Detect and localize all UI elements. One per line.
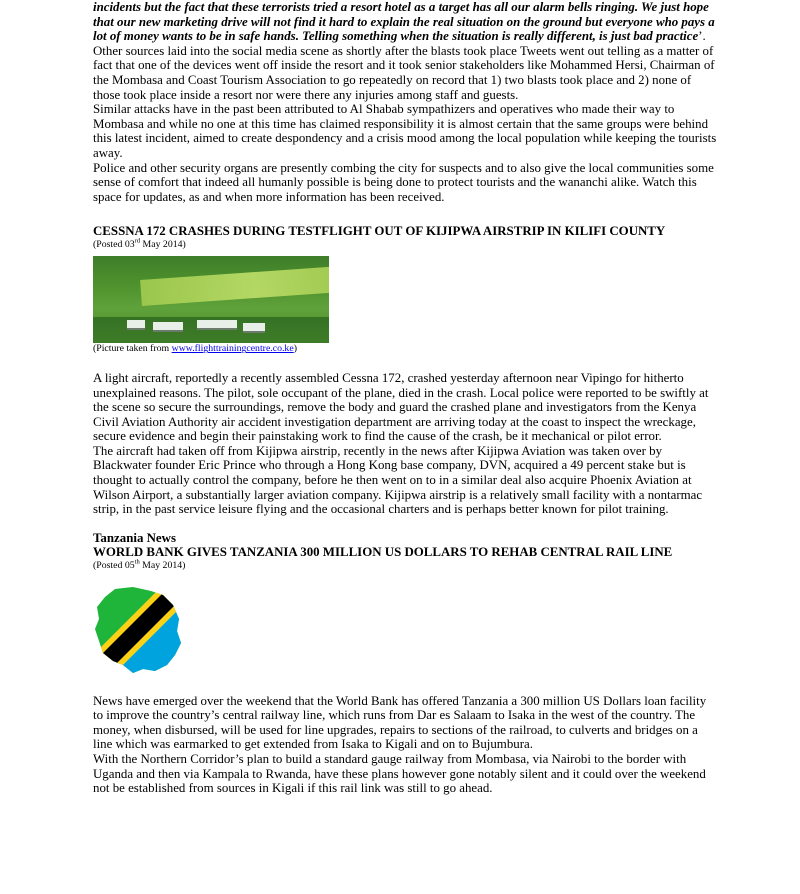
- document-page: [93, 0, 718, 796]
- quote-tail: ’.: [698, 29, 706, 44]
- cessna-posted-date: (Posted 03rd May 2014): [93, 237, 186, 250]
- photo-caption: (Picture taken from www.flighttrainingcentre.co.ke): [93, 343, 297, 355]
- cessna-paragraph-2: The aircraft had taken off from Kijipwa airstrip, recently in the news after Kijipwa Aviation was taken over by Blackwater founder Eric Prince who through a Hong Kong base company, DVN, acquired a 49 percent stake but is thought to actually control the company, before he then went on to in a similar deal also acquire Phoenix Aviation at Wilson Airport, a substantially larger aviation company. Kijipwa airstrip is a relatively small facility with a nontarmac strip, in the past service leisure flying and the occasional charters and is perhaps better known for pilot training.: [93, 443, 703, 517]
- airstrip-photo: [93, 256, 329, 343]
- tanzania-paragraph-1: News have emerged over the weekend that the World Bank has offered Tanzania a 300 million US Dollars loan facility to improve the country’s central railway line, which runs from Dar es Salaam to Isaka in the west of the country. The money, when disbursed, will be used for line upgrades, repairs to sections of the railroad, to culverts and bridges on a line which was earmarked to get extended from Isaka to Kigali and on to Bujumbura.: [93, 693, 707, 752]
- intro-paragraph-3: Police and other security organs are presently combing the city for suspects and to also give the local communities some sense of comfort that indeed all humanly possible is being done to protect tourists and the wananchi alike. Watch this space for updates, as and when more information has been received.: [93, 160, 714, 204]
- tanzania-flag-map-icon: [93, 585, 183, 675]
- cessna-paragraph-1: A light aircraft, reportedly a recently assembled Cessna 172, crashed yesterday afternoon near Vipingo for hitherto unexplained reasons. The pilot, sole occupant of the plane, died in the crash. Local police were reported to be swiftly at the scene so secure the surroundings, remove the body and guard the crashed plane and investigators from the Kenya Civil Aviation Authority air accident investigation department are arriving today at the coast to inspect the wreckage, secure evidence and begin their painstaking work to find the cause of the crash, be it mechanical or pilot error.: [93, 370, 709, 444]
- intro-paragraph-2: Similar attacks have in the past been attributed to Al Shabab sympathizers and operatives who made their way to Mombasa and while no one at this time has claimed responsibility it is almost certain that the same groups were behind this latest incident, aimed to create despondency and a crisis mood among the local population while keeping the tourists away.: [93, 102, 717, 160]
- tanzania-paragraph-2: With the Northern Corridor’s plan to build a standard gauge railway from Mombasa, via Nairobi to the border with Uganda and then via Kampala to Rwanda, have these plans however gone notably silent and it could over the weekend not be established from sources in Kigali if this rail link was still to go ahead.: [93, 751, 706, 796]
- quote-paragraph: [93, 0, 718, 44]
- cessna-article-title: CESSNA 172 CRASHES DURING TESTFLIGHT OUT OF KIJIPWA AIRSTRIP IN KILIFI COUNTY: [93, 224, 666, 239]
- quote-text: incidents but the fact that these terrorists tried a resort hotel as a target has all our alarm bells ringing. We just hope that our new marketing drive will not find it hard to explain the real situation on the ground but everyone who pays a lot of money wants to be in safe hands. Telling something when the situation is really different, is just bad practice: [93, 0, 715, 44]
- section-label: Tanzania News: [93, 530, 176, 545]
- tanzania-posted-date: (Posted 05th May 2014): [93, 558, 186, 572]
- tanzania-article-title: WORLD BANK GIVES TANZANIA 300 MILLION US DOLLARS TO REHAB CENTRAL RAIL LINE: [93, 545, 673, 560]
- caption-link[interactable]: www.flighttrainingcentre.co.ke: [171, 343, 294, 355]
- intro-paragraph-1: Other sources laid into the social media scene as shortly after the blasts took place Tweets went out telling as a matter of fact that one of the devices went off inside the resort and it took senior stakeholders like Mohammed Hersi, Chairman of the Mombasa and Coast Tourism Association to go repeatedly on record that 1) two blasts took place and 2) none of those took place inside a resort nor were there any injuries among staff and guests.: [93, 43, 715, 102]
